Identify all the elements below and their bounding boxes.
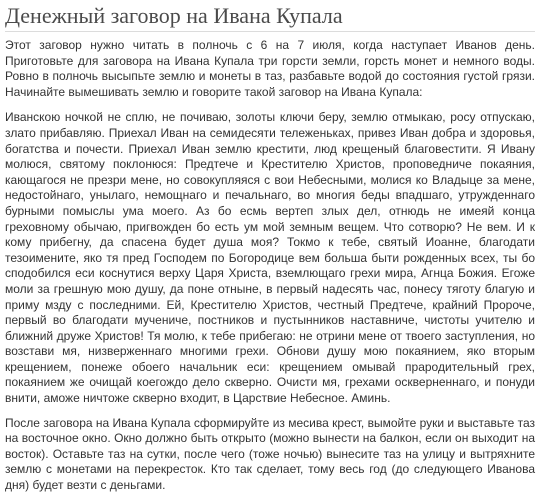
intro-paragraph: Этот заговор нужно читать в полночь с 6 на 7 июля, когда наступает Иванов день. Приготовьте для заговора на Ивана Купала три горсти земли, горсть монет и немного воды. Ровно в полночь высыпьте землю и монеты в таз, разбавьте водой до состояния густой грязи. Начинайте вымешивать землю и говорите такой заговор на Ивана Купала: — [5, 38, 535, 99]
title-divider — [5, 31, 535, 32]
prayer-text-paragraph: Иванскою ночкой не сплю, не почиваю, золоты ключи беру, землю отмыкаю, росу отпускаю, злато прибавляю. Приехал Иван на семидесяти тележеньках, привез Иван добра и здоровья, богатства и почести. Приехал Иван землю крестити, люд крещеный благовестити. Я Ивану молюся, святому поклонюся: Предтече и Крестителю Христов, проповедниче покаяния, кающагося не презри мене, но совокупляяся с вои Небесными, молися ко Владыце за мене, недостойнаго, унылаго, немощнаго и печальнаго, во многия беды впадшаго, утружденнаго бурными помыслы ума моего. Аз бо есмь вертеп злых дел, отнюдь не имеяй конца греховному обычаю, пригвожден бо есть ум мой земным вещем. Что сотворю? Не вем. И к кому прибегну, да спасена будет душа моя? Токмо к тебе, святый Иоанне, благодати тезоимените, яко тя пред Господем по Богородице вем больша быти рожденных всех, ты бо сподобился еси коснутися верху Царя Христа, вземлющаго грехи мира, Агнца Божия. Егоже моли за грешную мою душу, да поне отныне, в первый надесять час, понесу тяготу благую и приму мзду с последними. Ей, Крестителю Христов, честный Предтече, крайний Пророче, первый во благодати мучениче, постников и пустынников наставниче, чистоты учителю и ближний друже Христов! Тя молю, к тебе прибегаю: не отрини мене от твоего заступления, но возстави мя, низверженнаго многими грехи. Обнови душу мою покаянием, яко вторым крещением, понеже обоего начальник еси: крещением омывай прародительный грех, покаянием же очищай коегождо дело скверно. Очисти мя, грехами оскверненнаго, и понуди внити, аможе ничтоже скверно входит, в Царствие Небесное. Аминь. — [5, 110, 535, 406]
instructions-paragraph: После заговора на Ивана Купала сформируйте из месива крест, вымойте руки и выставьте таз на восточное окно. Окно должно быть открыто (можно вынести на балкон, если он выходит на восток). Оставьте таз на сутки, после чего (тоже ночью) вынесите таз на улицу и вытряхните землю с монетами на перекресток. Кто так сделает, тому весь год (до следующего Иванова дня) будет везти с деньгами. — [5, 415, 535, 493]
article-title: Денежный заговор на Ивана Купала — [5, 3, 343, 28]
